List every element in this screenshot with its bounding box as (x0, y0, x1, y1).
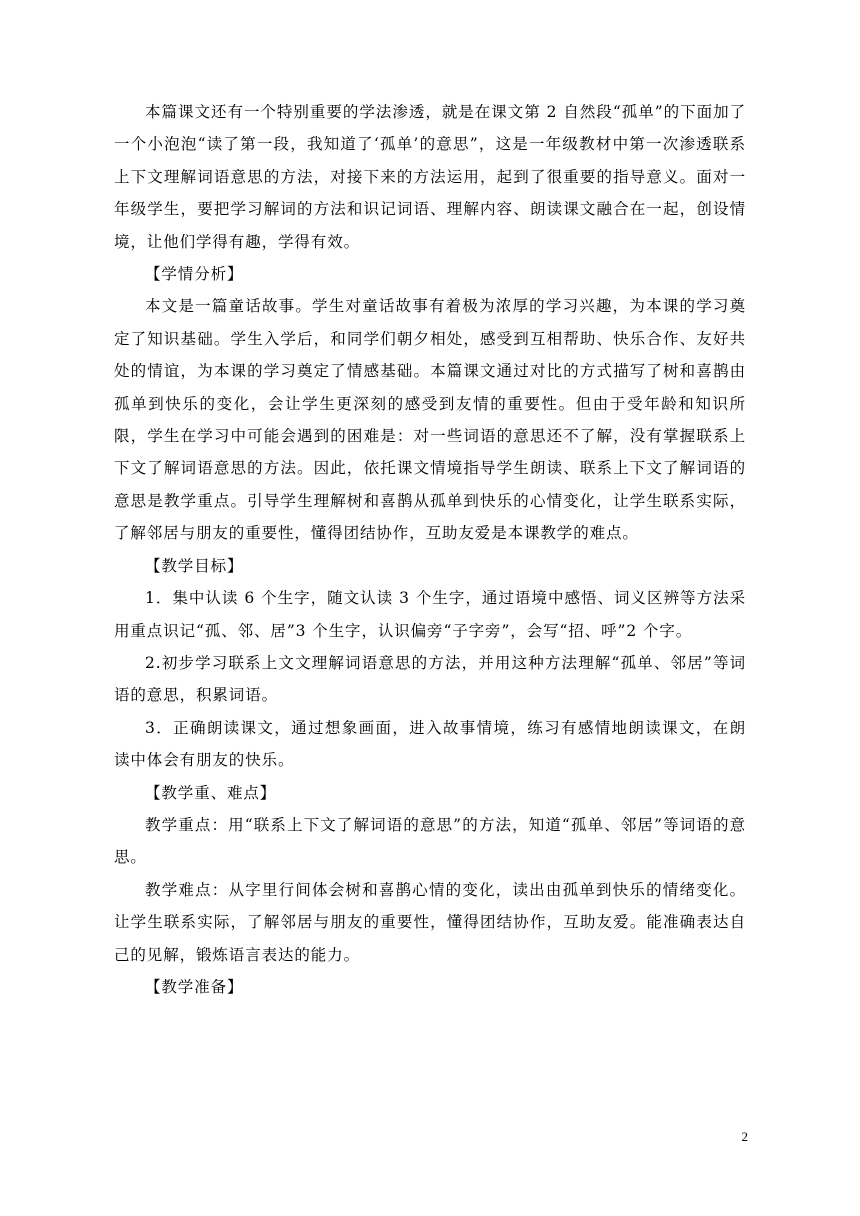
paragraph-student-analysis: 本文是一篇童话故事。学生对童话故事有着极为浓厚的学习兴趣，为本课的学习奠定了知识基础。学生入学后，和同学们朝夕相处，感受到互相帮助、快乐合作、友好共处的情谊，为本课的学习奠定了情感基础。本篇课文通过对比的方式描写了树和喜鹊由孤单到快乐的变化，会让学生更深刻的感受到友情的重要性。但由于受年龄和知识所限，学生在学习中可能会遇到的困难是：对一些词语的意思还不了解，没有掌握联系上下文了解词语意思的方法。因此，依托课文情境指导学生朗读、联系上下文了解词语的意思是教学重点。引导学生理解树和喜鹊从孤单到快乐的心情变化，让学生联系实际，了解邻居与朋友的重要性，懂得团结协作，互助友爱是本课教学的难点。 (114, 297, 746, 543)
paragraph-intro: 本篇课文还有一个特别重要的学法渗透，就是在课文第 2 自然段“孤单”的下面加了一个小泡泡“读了第一段，我知道了‘孤单’的意思”，这是一年级教材中第一次渗透联系上下文理解词语意思的方法，对接下来的方法运用，起到了很重要的指导意义。面对一年级学生，要把学习解词的方法和识记词语、理解内容、朗读课文融合在一起，创设情境，让他们学得有趣，学得有效。 (114, 103, 746, 251)
document-body (114, 96, 746, 1003)
section-heading-preparation: 【教学准备】 (145, 977, 244, 996)
section-heading-key-points: 【教学重、难点】 (145, 783, 277, 802)
paragraph-key-point: 教学重点：用“联系上下文了解词语的意思”的方法，知道“孤单、邻居”等词语的意思。 (114, 815, 746, 867)
paragraph-goal-1: 1．集中认读 6 个生字，随文认读 3 个生字，通过语境中感悟、词义区辨等方法采用重点识记“孤、邻、居”3 个生字，认识偏旁“子字旁”，会写“招、呼”2 个字。 (114, 589, 746, 640)
page-number: 2 (741, 1129, 748, 1144)
paragraph-goal-3: 3．正确朗读课文，通过想象画面，进入故事情境，练习有感情地朗读课文，在朗读中体会有朋友的快乐。 (114, 718, 746, 770)
section-heading-student-analysis: 【学情分析】 (145, 265, 244, 284)
paragraph-goal-2: 2.初步学习联系上文文理解词语意思的方法，并用这种方法理解“孤单、邻居”等词语的意思，积累词语。 (114, 653, 746, 705)
section-heading-teaching-goals: 【教学目标】 (145, 556, 244, 575)
paragraph-difficult-point: 教学难点：从字里行间体会树和喜鹊心情的变化，读出由孤单到快乐的情绪变化。让学生联系实际，了解邻居与朋友的重要性，懂得团结协作，互助友爱。能准确表达自己的见解，锻炼语言表达的能力。 (114, 880, 746, 964)
